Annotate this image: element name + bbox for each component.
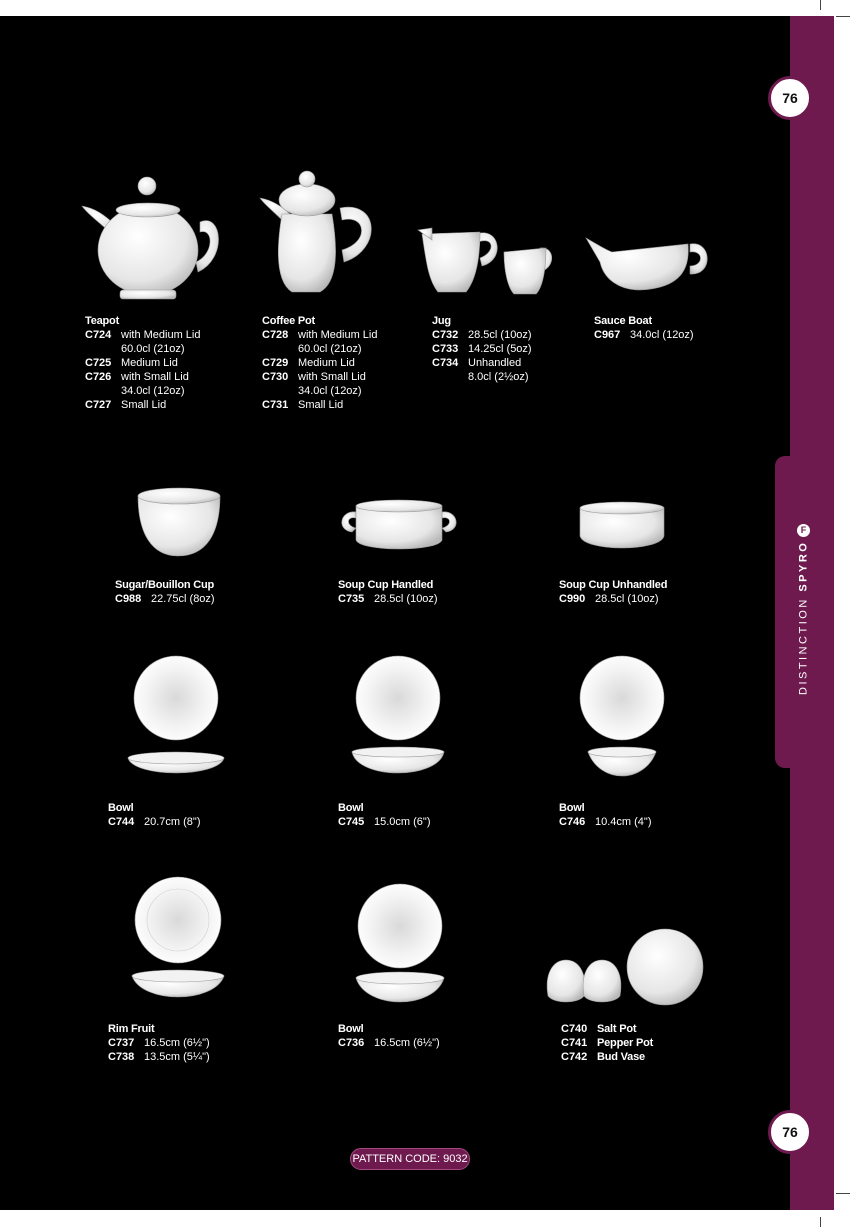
- product-desc: 13.5cm (5¼"): [144, 1051, 210, 1063]
- product-code: C746: [559, 816, 586, 828]
- product-caption-soup-cup-handled: [338, 578, 438, 606]
- product-code: C738: [108, 1051, 135, 1063]
- product-desc: 15.0cm (6"): [374, 816, 431, 828]
- product-caption-rim-fruit: [108, 1022, 210, 1064]
- product-capacity: 60.0cl (21oz): [121, 343, 185, 355]
- product-caption-bowl-c736: [338, 1022, 440, 1050]
- rim-fruit-image: [132, 877, 224, 997]
- product-caption-coffee-pot: [262, 314, 377, 412]
- product-caption-sauce-boat: [594, 314, 694, 342]
- product-desc: with Medium Lid: [121, 329, 201, 341]
- product-caption-bowl-c744: [108, 801, 200, 829]
- product-desc: 16.5cm (6½"): [374, 1037, 440, 1049]
- pattern-code-badge: PATTERN CODE: 9032: [350, 1148, 470, 1170]
- bowl-c744-image: [128, 656, 224, 773]
- product-desc: Medium Lid: [298, 357, 355, 369]
- product-code: C726: [85, 371, 112, 383]
- product-code: C729: [262, 357, 289, 369]
- bowl-c746-image: [580, 656, 664, 776]
- product-code: C731: [262, 399, 289, 411]
- product-code: C990: [559, 593, 586, 605]
- product-desc: Small Lid: [121, 399, 167, 411]
- product-name: Bowl: [559, 802, 585, 814]
- product-desc: Pepper Pot: [597, 1037, 654, 1049]
- section-brand: SPYRO: [797, 540, 810, 592]
- product-code: C728: [262, 329, 289, 341]
- product-caption-bowl-c746: [559, 801, 651, 829]
- soup-cup-handled-image: [342, 500, 456, 549]
- product-desc: with Medium Lid: [298, 329, 378, 341]
- product-desc: Bud Vase: [597, 1051, 645, 1063]
- product-name: Bowl: [338, 1023, 364, 1035]
- product-desc: Small Lid: [298, 399, 344, 411]
- product-name: Rim Fruit: [108, 1023, 155, 1035]
- product-caption-jug: [432, 314, 532, 384]
- sugar-cup-image: [138, 488, 220, 556]
- product-code: C741: [561, 1037, 588, 1049]
- salt-pepper-vase-image: [547, 929, 703, 1005]
- product-desc: with Small Lid: [121, 371, 189, 383]
- product-code: C735: [338, 593, 365, 605]
- product-desc: 28.5cl (10oz): [374, 593, 438, 605]
- teapot-image: [82, 177, 219, 299]
- product-caption-bowl-c745: [338, 801, 430, 829]
- product-capacity: 34.0cl (12oz): [121, 385, 185, 397]
- brand-logo-icon: F: [797, 524, 810, 537]
- product-desc: 14.25cl (5oz): [468, 343, 532, 355]
- product-code: C736: [338, 1037, 365, 1049]
- product-code: C730: [262, 371, 289, 383]
- product-desc: 22.75cl (8oz): [151, 593, 215, 605]
- jug-image: [418, 228, 552, 294]
- product-desc: 28.5cl (10oz): [595, 593, 659, 605]
- product-desc: 34.0cl (12oz): [630, 329, 694, 341]
- product-code: C733: [432, 343, 459, 355]
- product-code: C740: [561, 1023, 588, 1035]
- product-caption-teapot: [85, 314, 200, 412]
- product-desc: with Small Lid: [298, 371, 366, 383]
- section-prefix: DISTINCTION: [797, 597, 810, 695]
- product-name: Teapot: [85, 315, 120, 327]
- product-desc: 20.7cm (8"): [144, 816, 201, 828]
- page-number-top: 76: [768, 76, 812, 120]
- product-code: C732: [432, 329, 459, 341]
- product-name: Soup Cup Handled: [338, 579, 434, 591]
- product-name: Sauce Boat: [594, 315, 652, 327]
- product-name: Jug: [432, 315, 451, 327]
- product-code: C727: [85, 399, 112, 411]
- product-desc: Unhandled: [468, 357, 522, 369]
- product-caption-soup-cup-unhandled: [559, 578, 667, 606]
- product-code: C744: [108, 816, 135, 828]
- product-code: C725: [85, 357, 112, 369]
- product-code: C734: [432, 357, 459, 369]
- product-desc: 16.5cm (6½"): [144, 1037, 210, 1049]
- product-name: Bowl: [338, 802, 364, 814]
- bowl-c736-image: [356, 884, 444, 1002]
- soup-cup-unhandled-image: [580, 502, 664, 548]
- product-code: C742: [561, 1051, 588, 1063]
- product-caption-sugar-cup: [115, 578, 215, 606]
- product-code: C724: [85, 329, 112, 341]
- product-capacity: 8.0cl (2½oz): [468, 371, 529, 383]
- product-desc: 10.4cm (4"): [595, 816, 652, 828]
- product-code: C737: [108, 1037, 135, 1049]
- product-capacity: 34.0cl (12oz): [298, 385, 362, 397]
- product-code: C988: [115, 593, 142, 605]
- coffee-pot-image: [260, 171, 371, 292]
- page-number-bottom: 76: [768, 1110, 812, 1154]
- product-name: Coffee Pot: [262, 315, 316, 327]
- bowl-c745-image: [352, 656, 444, 773]
- product-name: Soup Cup Unhandled: [559, 579, 668, 591]
- product-name: Sugar/Bouillon Cup: [115, 579, 215, 591]
- product-desc: Salt Pot: [597, 1023, 637, 1035]
- sauce-boat-image: [586, 238, 707, 290]
- product-caption-salt-pepper-vase: [561, 1022, 653, 1064]
- product-name: Bowl: [108, 802, 134, 814]
- product-capacity: 60.0cl (21oz): [298, 343, 362, 355]
- product-code: C745: [338, 816, 365, 828]
- product-desc: 28.5cl (10oz): [468, 329, 532, 341]
- product-desc: Medium Lid: [121, 357, 178, 369]
- product-code: C967: [594, 329, 621, 341]
